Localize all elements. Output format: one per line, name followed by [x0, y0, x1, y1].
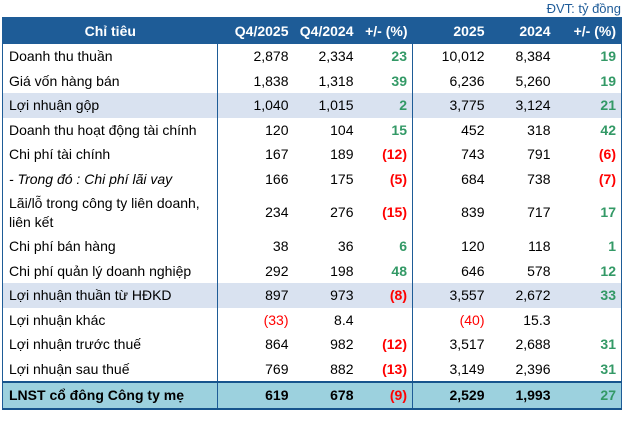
row-label-text: Doanh thu hoạt động tài chính: [9, 121, 197, 138]
cell-2025: 839: [461, 204, 485, 221]
cell-2025: (40): [459, 311, 485, 328]
financial-results-table: [2, 17, 622, 410]
row-label-text: Doanh thu thuần: [9, 48, 113, 64]
row-label: [3, 118, 218, 143]
cell-change-quarter: 23: [359, 44, 413, 69]
cell-2024: 5,260: [515, 72, 551, 89]
table-row: [3, 93, 622, 118]
cell-q4-2024: 175: [330, 170, 354, 187]
cell-2025: 3,557: [413, 283, 490, 308]
cell-q4-2025: 234: [265, 204, 289, 221]
cell-2025: 452: [461, 121, 485, 138]
cell-q4-2024: 189: [330, 146, 354, 162]
row-label: [3, 332, 218, 357]
row-label-text: Lợi nhuận khác: [9, 311, 106, 328]
cell-change-year: 17: [600, 204, 616, 221]
header-change-year: +/- (%): [556, 18, 622, 45]
cell-q4-2024: 36: [337, 238, 354, 254]
row-label: [3, 142, 218, 167]
header-2025: 2025: [413, 18, 490, 45]
cell-q4-2025: 619: [218, 382, 294, 409]
cell-2025: 2,529: [413, 382, 490, 409]
cell-2024: 2,688: [515, 336, 551, 352]
table-row: [3, 191, 622, 234]
table-row: [3, 118, 622, 143]
cell-2025: 3,149: [449, 360, 485, 377]
row-label-text: Lợi nhuận trước thuế: [9, 336, 142, 352]
cell-change-year: 27: [556, 382, 622, 409]
row-label: [3, 191, 218, 234]
row-label-text: Lãi/lỗ trong công ty liên doanh, liên kết: [9, 195, 200, 230]
cell-2024: 3,124: [490, 93, 556, 118]
table-row: [3, 308, 622, 333]
cell-q4-2024: 1,318: [318, 72, 354, 89]
table-row: [3, 332, 622, 357]
cell-2024: 2,672: [490, 283, 556, 308]
table-row: [3, 142, 622, 167]
row-label-text: - Trong đó : Chi phí lãi vay: [9, 170, 173, 187]
row-label-text: Lợi nhuận gộp: [9, 97, 100, 113]
cell-change-quarter: (5): [359, 167, 413, 192]
table-row: [3, 283, 622, 308]
cell-2024: 2,396: [515, 360, 551, 377]
cell-2024: 8,384: [515, 48, 551, 64]
cell-q4-2025: 1,040: [218, 93, 294, 118]
row-label: [3, 308, 218, 333]
cell-q4-2024: 973: [294, 283, 359, 308]
cell-change-quarter: 48: [359, 259, 413, 284]
cell-q4-2024: 1,015: [294, 93, 359, 118]
row-label-text: Lợi nhuận sau thuế: [9, 360, 130, 377]
cell-change-year: 19: [600, 72, 616, 89]
cell-2024: 738: [527, 170, 551, 187]
cell-q4-2024: 882: [330, 360, 354, 377]
header-2024: 2024: [490, 18, 556, 45]
cell-change-year: 42: [600, 121, 616, 138]
table-row: [3, 44, 622, 69]
cell-change-year: 31: [600, 336, 616, 352]
table-row: [3, 69, 622, 94]
row-label: [3, 69, 218, 94]
cell-change-year: 33: [556, 283, 622, 308]
cell-q4-2024: 198: [330, 262, 354, 279]
cell-change-quarter: (8): [359, 283, 413, 308]
cell-q4-2024: 678: [294, 382, 359, 409]
cell-2025: 120: [461, 238, 485, 254]
cell-2025: 3,775: [413, 93, 490, 118]
cell-2025: 743: [461, 146, 485, 162]
row-label-text: Chi phí quản lý doanh nghiệp: [9, 262, 192, 279]
row-label: [3, 93, 218, 118]
cell-q4-2025: 769: [265, 360, 289, 377]
cell-q4-2024: 276: [330, 204, 354, 221]
cell-2025: 684: [461, 170, 485, 187]
row-label: [3, 234, 218, 259]
cell-q4-2025: 38: [272, 238, 289, 254]
cell-q4-2025: 1,838: [253, 72, 289, 89]
cell-q4-2025: (33): [263, 311, 289, 328]
cell-q4-2025: 167: [265, 146, 289, 162]
row-label: [3, 44, 218, 69]
cell-change-quarter: (15): [359, 191, 413, 234]
cell-2025: 10,012: [441, 48, 485, 64]
cell-change-year: (6): [598, 146, 616, 162]
unit-note: ĐVT: tỷ đồng: [546, 1, 621, 16]
row-label-text: Chi phí bán hàng: [9, 238, 116, 254]
cell-change-quarter: (12): [359, 332, 413, 357]
cell-change-quarter: 39: [359, 69, 413, 94]
cell-q4-2025: 292: [265, 262, 289, 279]
row-label: [3, 167, 218, 192]
cell-change-year: 31: [600, 360, 616, 377]
cell-q4-2025: 864: [265, 336, 289, 352]
cell-2024: 118: [528, 238, 551, 254]
cell-2024: 717: [527, 204, 551, 221]
cell-2024: 578: [527, 262, 551, 279]
header-q4-2025: Q4/2025: [218, 18, 294, 45]
cell-change-year: (7): [598, 170, 616, 187]
table-row: [3, 259, 622, 284]
table-body: [3, 44, 622, 409]
cell-q4-2024: 2,334: [318, 48, 354, 64]
cell-change-year: [556, 308, 622, 333]
cell-2024: 318: [527, 121, 551, 138]
cell-change-quarter: 15: [359, 118, 413, 143]
cell-2024: 15.3: [523, 311, 551, 328]
row-label-text: Giá vốn hàng bán: [9, 72, 120, 89]
cell-change-year: 1: [608, 238, 616, 254]
table-row: [3, 357, 622, 383]
cell-q4-2025: 120: [265, 121, 289, 138]
table-header-row: [3, 18, 622, 45]
cell-q4-2024: 104: [330, 121, 354, 138]
row-label-text: LNST cổ đông Công ty mẹ: [9, 387, 184, 403]
cell-change-quarter: 6: [359, 234, 413, 259]
cell-q4-2025: 166: [265, 170, 289, 187]
table-row: [3, 382, 622, 409]
cell-change-quarter: (12): [359, 142, 413, 167]
cell-change-quarter: (9): [359, 382, 413, 409]
cell-2025: 6,236: [449, 72, 485, 89]
table-row: [3, 167, 622, 192]
row-label-text: Chi phí tài chính: [9, 146, 111, 162]
cell-change-year: 12: [600, 262, 616, 279]
cell-q4-2025: 2,878: [253, 48, 289, 64]
cell-2025: 3,517: [449, 336, 485, 352]
header-q4-2024: Q4/2024: [294, 18, 359, 45]
row-label: [3, 283, 218, 308]
cell-change-year: 21: [556, 93, 622, 118]
cell-change-year: 19: [600, 48, 616, 64]
cell-q4-2024: 8.4: [334, 311, 354, 328]
cell-q4-2024: 982: [330, 336, 354, 352]
cell-q4-2025: 897: [218, 283, 294, 308]
header-change-quarter: +/- (%): [359, 18, 413, 45]
row-label-text: Lợi nhuận thuần từ HĐKD: [9, 287, 172, 303]
cell-change-quarter: 2: [359, 93, 413, 118]
cell-change-quarter: (13): [359, 357, 413, 383]
cell-2024: 1,993: [490, 382, 556, 409]
row-label: [3, 382, 218, 409]
cell-2025: 646: [461, 262, 485, 279]
cell-change-quarter: [359, 308, 413, 333]
cell-2024: 791: [527, 146, 551, 162]
header-chi-tieu: Chỉ tiêu: [3, 18, 218, 45]
table-row: [3, 234, 622, 259]
row-label: [3, 259, 218, 284]
row-label: [3, 357, 218, 383]
